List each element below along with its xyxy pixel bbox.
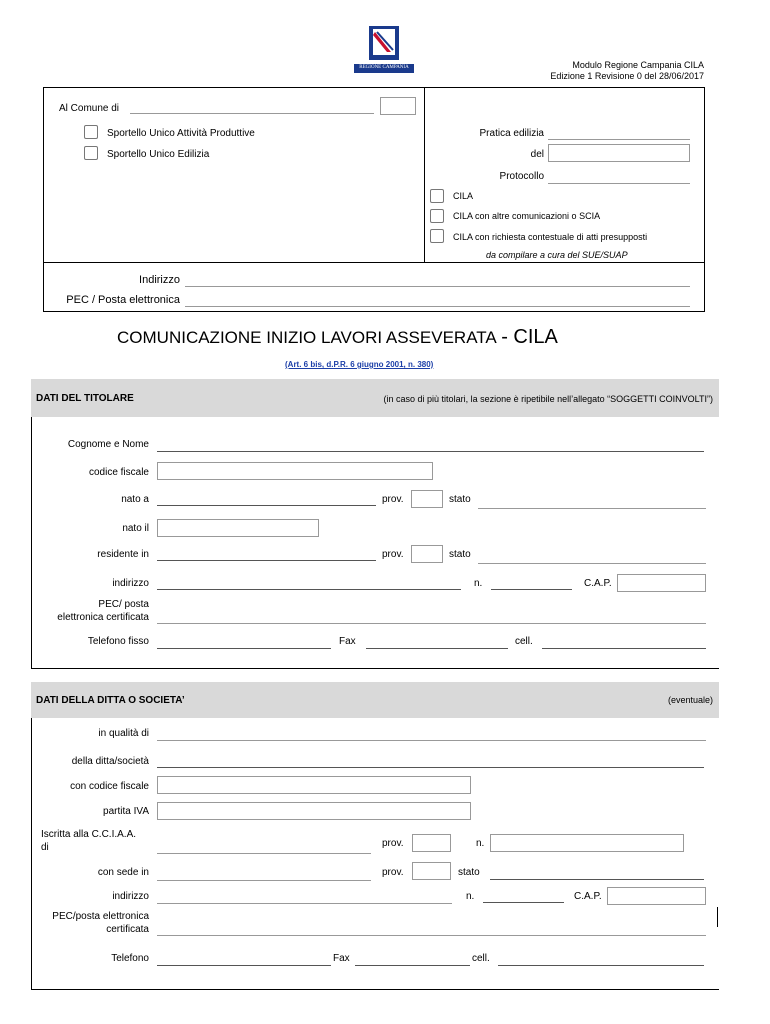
tel-tit-field[interactable] (157, 648, 331, 649)
cell-tit-field[interactable] (542, 648, 706, 649)
ditta-indirizzo-field[interactable] (157, 903, 452, 904)
cf-field[interactable] (157, 462, 433, 480)
title-main: COMUNICAZIONE INIZIO LAVORI ASSEVERATA (117, 328, 497, 347)
cap-tit-field[interactable] (617, 574, 706, 592)
ditta-pec-field[interactable] (157, 935, 706, 936)
comune-code-box[interactable] (380, 97, 416, 115)
cciaa-prov-field[interactable] (412, 834, 451, 852)
ditta-cf-field[interactable] (157, 776, 471, 794)
nato-il-field[interactable] (157, 519, 319, 537)
sede-stato-label: stato (458, 867, 480, 878)
checkbox-sue[interactable] (84, 146, 98, 160)
logo-text: REGIONE CAMPANIA (359, 65, 409, 70)
ditta-cf-label: con codice fiscale (70, 781, 149, 792)
cf-label: codice fiscale (88, 467, 149, 478)
ditta-label: della ditta/società (71, 756, 149, 767)
checkbox-suap[interactable] (84, 125, 98, 139)
ditta-fax-field[interactable] (355, 965, 470, 966)
piva-field[interactable] (157, 802, 471, 820)
cciaa-prov-label: prov. (382, 838, 404, 849)
ditta-tel-label: Telefono (111, 953, 149, 964)
nato-prov-label: prov. (382, 494, 404, 505)
nato-il-label: nato il (122, 523, 149, 534)
nato-stato-label: stato (449, 494, 471, 505)
top-box-vdivider (424, 88, 425, 262)
res-prov-field[interactable] (411, 545, 443, 563)
edizione-label: Edizione 1 Revisione 0 del 28/06/2017 (550, 71, 704, 81)
qualita-label: in qualità di (98, 728, 149, 739)
top-box-hdivider (44, 262, 704, 263)
ditta-note: (eventuale) (667, 695, 713, 705)
sede-field[interactable] (157, 880, 371, 881)
sue-label: Sportello Unico Edilizia (107, 149, 210, 160)
suap-label: Sportello Unico Attività Produttive (107, 128, 255, 139)
qualita-field[interactable] (157, 740, 706, 741)
indirizzo-field[interactable] (185, 286, 690, 287)
ditta-right-rule (717, 907, 718, 927)
cila-atti-label: CILA con richiesta contestuale di atti presupposti (453, 232, 648, 242)
tel-tit-label: Telefono fisso (87, 636, 149, 647)
ditta-indirizzo-label: indirizzo (112, 891, 149, 902)
pec-tit-label-2: elettronica certificata (57, 612, 149, 623)
cila-scia-label: CILA con altre comunicazioni o SCIA (453, 211, 601, 221)
sede-prov-label: prov. (382, 867, 404, 878)
ditta-cell-label: cell. (472, 953, 490, 964)
ditta-cell-field[interactable] (498, 965, 704, 966)
res-prov-label: prov. (382, 549, 404, 560)
cognome-label: Cognome e Nome (67, 439, 149, 450)
ditta-tel-field[interactable] (157, 965, 331, 966)
nato-prov-field[interactable] (411, 490, 443, 508)
res-stato-field[interactable] (478, 563, 706, 564)
pec-label: PEC / Posta elettronica (66, 294, 180, 306)
piva-label: partita IVA (103, 806, 149, 817)
nato-stato-field[interactable] (478, 508, 706, 509)
pratica-label: Pratica edilizia (479, 128, 544, 139)
cciaa-label-1: Iscritta alla C.C.I.A.A. (41, 829, 137, 840)
ditta-n-label: n. (466, 891, 475, 902)
indirizzo-tit-label: indirizzo (112, 578, 149, 589)
modulo-label: Modulo Regione Campania CILA (572, 60, 704, 70)
ditta-heading: DATI DELLA DITTA O SOCIETA’ (36, 695, 185, 706)
cciaa-n-field[interactable] (490, 834, 684, 852)
ditta-pec-label-2: certificata (106, 924, 149, 935)
pec-tit-field[interactable] (157, 623, 706, 624)
page-title (117, 326, 558, 349)
sue-note: da compilare a cura del SUE/SUAP (486, 250, 628, 260)
titolare-section-frame (31, 417, 719, 669)
ditta-pec-label-1: PEC/posta elettronica (52, 911, 149, 922)
cell-tit-label: cell. (515, 636, 533, 647)
checkbox-cila-atti[interactable] (430, 229, 444, 243)
title-subtitle[interactable]: (Art. 6 bis, d.P.R. 6 giugno 2001, n. 380) (285, 360, 434, 369)
sede-prov-field[interactable] (412, 862, 451, 880)
fax-tit-label: Fax (339, 636, 356, 647)
pec-field[interactable] (185, 306, 690, 307)
cciaa-field[interactable] (157, 853, 371, 854)
ditta-field[interactable] (157, 767, 704, 768)
del-label: del (530, 149, 544, 160)
protocollo-label: Protocollo (499, 171, 544, 182)
sede-stato-field[interactable] (490, 879, 704, 880)
title-suffix: - CILA (501, 326, 558, 348)
cap-tit-label: C.A.P. (584, 578, 612, 589)
n-tit-label: n. (474, 578, 483, 589)
fax-tit-field[interactable] (366, 648, 508, 649)
cciaa-label-2: di (41, 842, 49, 853)
ditta-header (31, 682, 719, 718)
cognome-field[interactable] (157, 451, 704, 452)
region-logo (351, 24, 417, 76)
indirizzo-label: Indirizzo (139, 274, 180, 286)
comune-field[interactable] (130, 113, 374, 114)
protocollo-field[interactable] (548, 183, 690, 184)
titolare-note: (in caso di più titolari, la sezione è ripetibile nell’allegato “SOGGETTI COINVOLTI”) (383, 394, 713, 404)
ditta-n-field[interactable] (483, 902, 564, 903)
checkbox-cila-scia[interactable] (430, 209, 444, 223)
del-field[interactable] (548, 144, 690, 162)
ditta-cap-field[interactable] (607, 887, 706, 905)
al-comune-label: Al Comune di (59, 103, 120, 114)
residente-label: residente in (97, 549, 149, 560)
ditta-fax-label: Fax (333, 953, 350, 964)
pec-tit-label-1: PEC/ posta (98, 599, 149, 610)
indirizzo-tit-field[interactable] (157, 589, 461, 590)
nato-a-field[interactable] (157, 505, 376, 506)
pratica-field[interactable] (548, 139, 690, 140)
titolare-heading: DATI DEL TITOLARE (36, 393, 134, 404)
cciaa-n-label: n. (476, 838, 485, 849)
ditta-cap-label: C.A.P. (574, 891, 602, 902)
sede-label: con sede in (97, 867, 149, 878)
n-tit-field[interactable] (491, 589, 572, 590)
nato-a-label: nato a (121, 494, 149, 505)
cila-label: CILA (453, 191, 474, 201)
checkbox-cila[interactable] (430, 189, 444, 203)
titolare-header (31, 379, 719, 417)
res-stato-label: stato (449, 549, 471, 560)
residente-field[interactable] (157, 560, 376, 561)
